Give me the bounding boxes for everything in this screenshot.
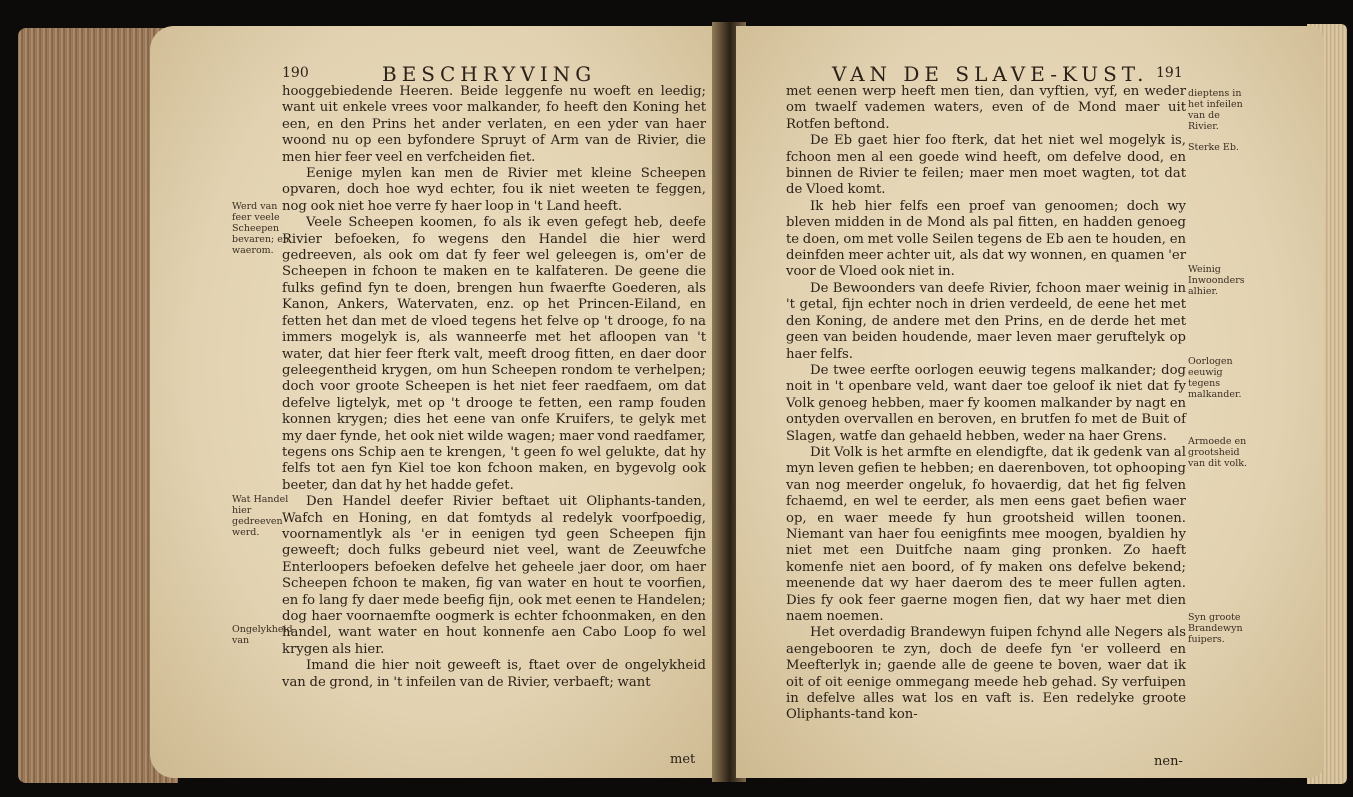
catchword-left: met bbox=[670, 752, 696, 767]
page-number-left: 190 bbox=[282, 65, 309, 81]
running-head-right: VAN DE SLAVE-KUST. bbox=[832, 62, 1149, 86]
left-paragraph: Eenige mylen kan men de Rivier met kleine Scheepen opvaren, doch hoe wyd echter, fou ik niet weeten te feggen, nog ook niet hoe verre fy haer loop in 't Land heeft. bbox=[282, 166, 706, 214]
margin-note-right: Syn groote Brandewyn fuipers. bbox=[1188, 612, 1243, 645]
margin-note-right: dieptens in het infeilen van de Rivier. bbox=[1188, 88, 1243, 132]
margin-note-right: Weinig Inwoonders alhier. bbox=[1188, 264, 1245, 297]
margin-note-right: Armoede en grootsheid van dit volk. bbox=[1188, 436, 1248, 469]
right-paragraph: De Eb gaet hier foo fterk, dat het niet wel mogelyk is, fchoon men al een goede wind heeft, om defelve dood, en binnen de Rivier te feilen; maer men moet wagten, tot dat de Vloed komt. bbox=[786, 133, 1186, 198]
left-paragraph: hooggebiedende Heeren. Beide leggenfe nu woeft en leedig; want uit enkele vrees voor malkander, fo heeft den Koning het een, en den Prins het ander verlaten, en een yder van haer woond nu op een byfondere Spruyt of Arm van de Rivier, die men hier feer veel en verfcheiden fiet. bbox=[282, 84, 706, 165]
left-body-text bbox=[282, 84, 706, 691]
catchword-right: nen- bbox=[1154, 754, 1183, 769]
right-paragraph: Ik heb hier felfs een proef van genoomen; doch wy bleven midden in de Mond als pal fitten, en hadden genoeg te doen, om met volle Seilen tegens de Eb aen te houden, en deinfden meer achter uit, als dat wy wonnen, en quamen 'er voor de Vloed ook niet in. bbox=[786, 198, 1186, 280]
right-paragraph: Het overdadig Brandewyn fuipen fchynd alle Negers als aengebooren te zyn, doch de deefe fyn 'er volleerd en Meefterlyk in; gaende alle de geene te boven, waer dat ik oit of oit eenige ommegang meede heb gehad. Sy verfuipen in defelve alles wat los en vaft is. Een redelyke groote Oliphants-tand kon- bbox=[786, 625, 1186, 723]
left-paragraph: Veele Scheepen koomen, fo als ik even gefegt heb, deefe Rivier befoeken, fo wegens den Handel die hier werd gedreeven, als ook om dat fy feer wel geleegen is, om'er de Scheepen in fchoon te maken en te kalfateren. De geene die fulks gefind fyn te doen, brengen hun fwaerfte Goederen, als Kanon, Ankers, Watervaten, enz. op het Princen-Eiland, en fetten het dan met de vloed tegens het felve op 't drooge, fo na immers mogelyk is, als wanneerfe met het afloopen van 't water, dat hier feer fterk valt, meeft droog fitten, en daer door geleegentheid krygen, om hun Scheepen rondom te verhelpen; doch voor groote Scheepen is het niet feer raedfaem, om dat defelve ligtelyk, met op 't drooge te fetten, een ramp fouden konnen krygen; dies het eene van onfe Kruifers, te gelyk met my daer fynde, het ook niet wilde wagen; maer vond raedfamer, tegens ons Schip aen te krengen, 't geen fo wel gelukte, dat hy felfs tot aen fyn Kiel toe kon fchoon maken, en bygevolg ook beeter, dan dat hy het hadde gefet. bbox=[282, 215, 706, 493]
left-paragraph: Den Handel deefer Rivier beftaet uit Oliphants-tanden, Wafch en Honing, en dat fomtyds al redelyk voorfpoedig, voornamentlyk als 'er in eenigen tyd geen Scheepen fijn geweeft; doch fulks gebeurd niet veel, want de Zeeuwfche Enterloopers befoeken defelve het geheele jaer door, om haer Scheepen fchoon te maken, fig van water en hout te voorfien, en fo lang fy daer mede beefig fijn, ook met eenen te Handelen; dog haer voornaemfte oogmerk is echter fchoonmaken, en den handel, want water en hout konnenfe aen Cabo Loop fo wel krygen als hier. bbox=[282, 494, 706, 657]
right-paragraph: De twee eerfte oorlogen eeuwig tegens malkander; dog noit in 't openbare veld, want daer toe geloof ik niet dat fy Volk genoeg hebben, maer fy koomen malkander by nagt en ontyden overvallen en beroven, en brutfen fo met de Buit of Slagen, watfe dan gehaeld hebben, weder na haer Grens. bbox=[786, 362, 1186, 444]
margin-note-right: Oorlogen eeuwig tegens malkander. bbox=[1188, 356, 1242, 400]
right-paragraph: met eenen werp heeft men tien, dan vyftien, vyf, en weder om twaelf vademen waters, even of de Mond maer uit Rotfen beftond. bbox=[786, 84, 1186, 132]
left-page bbox=[150, 26, 728, 778]
right-paragraph: Dit Volk is het armfte en elendigfte, dat ik gedenk van al myn leven gefien te hebben; en daerenboven, tot ophooping van nog meerder ongeluk, fo hovaerdig, dat het fig felven fchaemd, en wel te eerder, als men eens gaet befien waer op, en waer meede fy hun grootsheid willen toonen. Niemant van haer fou eenigfints mee moogen, byaldien hy niet met een Duitfche naam ging pronken. Zo haeft komenfe niet aen boord, of fy maken ons defelve bekend; meenende dat wy haer daerom des te meer fullen agten. Dies fy ook feer gaerne mogen fien, dat wy haer met dien naem noemen. bbox=[786, 444, 1186, 624]
right-paragraph: De Bewoonders van deefe Rivier, fchoon maer weinig in 't getal, fijn echter noch in drien verdeeld, de eene het met den Koning, de andere met den Prins, en de derde het met geen van beiden houdende, maer leven maer geruftelyk op haer felfs. bbox=[786, 280, 1186, 362]
page-number-right: 191 bbox=[1156, 65, 1183, 81]
margin-note-right: Sterke Eb. bbox=[1188, 142, 1239, 153]
left-paragraph: Imand die hier noit geweeft is, ftaet over de ongelykheid van de grond, in 't infeilen van de Rivier, verbaeft; want bbox=[282, 658, 706, 690]
right-body-text bbox=[786, 84, 1186, 724]
right-page bbox=[736, 26, 1324, 778]
margin-note-left: Wat Handel hier gedreeven werd. bbox=[232, 494, 289, 538]
margin-note-left: Ongelykheid van bbox=[232, 624, 293, 646]
running-head-left: BESCHRYVING bbox=[382, 62, 597, 86]
margin-note-left: Werd van feer veele Scheepen bevaren; en waerom. bbox=[232, 201, 289, 256]
